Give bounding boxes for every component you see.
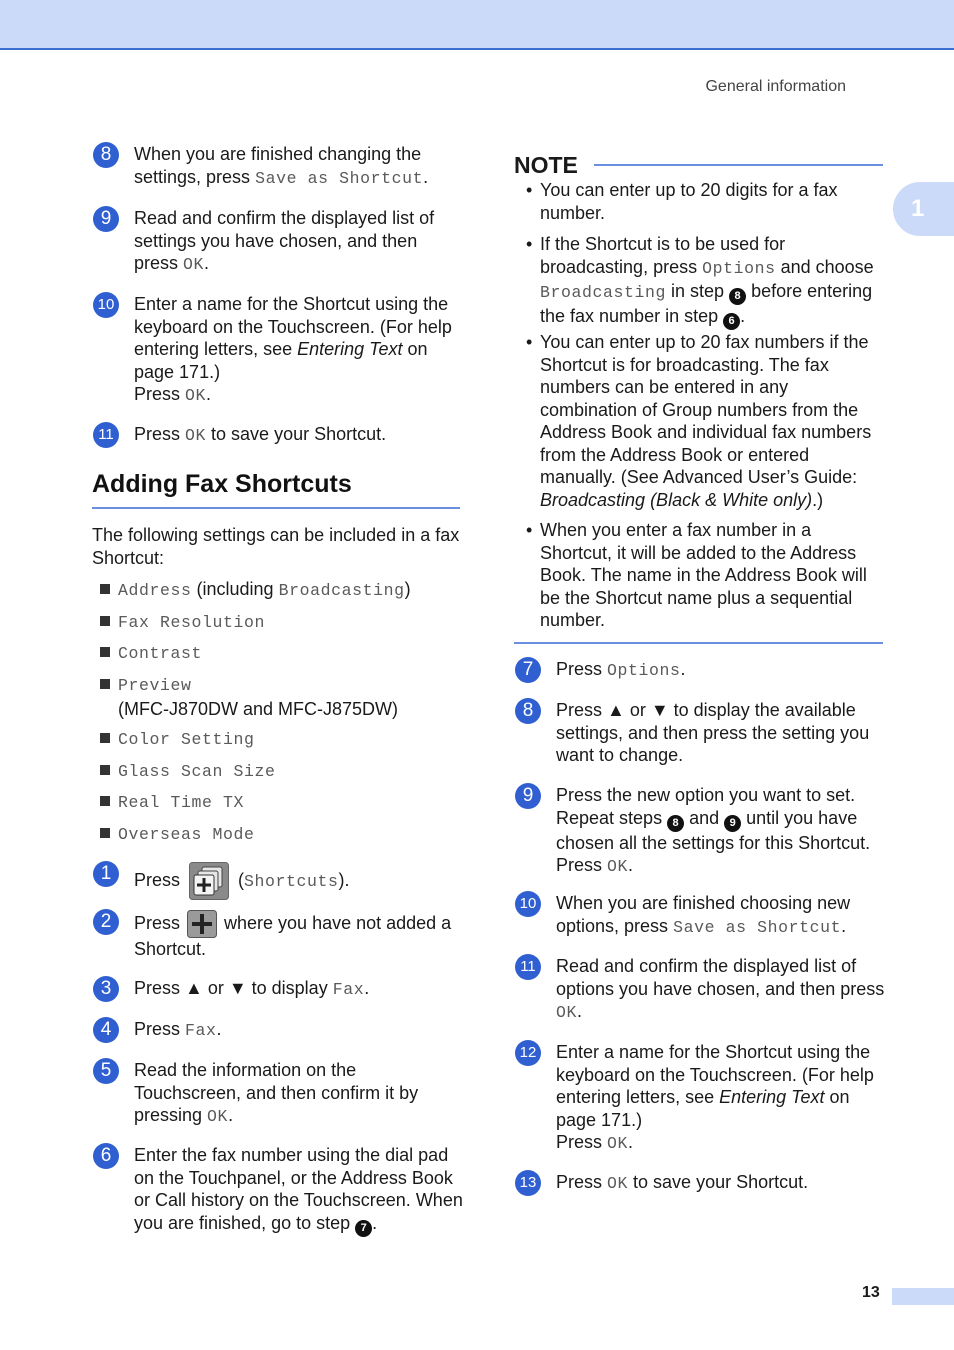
text-run: Read the information on the Touchscreen, and then confirm it by pressing xyxy=(134,1060,419,1125)
step-reference: 6 xyxy=(723,313,740,330)
text-run: Press the new option you want to set. Repeat steps xyxy=(556,785,856,828)
header-bar xyxy=(0,0,954,50)
bullet-square-icon xyxy=(100,584,110,594)
ui-label: OK xyxy=(185,426,207,445)
step-text xyxy=(134,143,464,190)
bullet-text xyxy=(118,673,398,720)
ui-label: Fax xyxy=(185,1021,217,1040)
ui-label: OK xyxy=(185,386,207,405)
bullet-square-icon xyxy=(100,616,110,626)
note-text xyxy=(540,519,885,632)
text-run: Enter a name for the Shortcut using the keyboard on the Touchscreen. (For help entering letters, see xyxy=(134,294,452,359)
text-run: . xyxy=(740,306,746,326)
step-text xyxy=(134,423,464,448)
ui-label: Save as Shortcut xyxy=(673,917,842,937)
bullet-dot-icon: • xyxy=(526,520,533,540)
text-run: (including xyxy=(191,579,279,599)
text-run: . xyxy=(372,1212,378,1233)
intro-text: The following settings can be included in a fax Shortcut: xyxy=(92,525,460,568)
page-number: 13 xyxy=(862,1284,880,1301)
text-run: . xyxy=(364,978,370,998)
text-run: and xyxy=(684,807,725,828)
text-run: (MFC-J870DW and MFC-J875DW) xyxy=(118,698,399,719)
step-text xyxy=(556,699,886,767)
bullet-text xyxy=(118,822,255,847)
text-run: .) xyxy=(812,489,824,510)
step-reference: 8 xyxy=(667,815,684,832)
text-run: where you have not added a Shortcut. xyxy=(134,912,452,959)
bullet-text xyxy=(118,610,265,635)
ui-label: Save as Shortcut xyxy=(255,168,424,188)
text-run: and choose xyxy=(775,256,874,277)
ui-label: Real Time TX xyxy=(118,793,245,812)
text-run: Read and confirm the displayed list of settings you have chosen, and then press xyxy=(134,208,435,273)
step-number: 9 xyxy=(515,783,541,809)
text-run: Press xyxy=(556,659,608,679)
bullet-dot-icon: • xyxy=(526,180,533,200)
note-bottom-rule xyxy=(514,642,883,644)
step-number: 10 xyxy=(93,292,119,318)
step-number: 11 xyxy=(93,422,119,448)
ui-label: Address xyxy=(118,581,192,600)
bullet-text xyxy=(118,578,411,603)
bullet-text xyxy=(118,641,202,666)
step-number: 13 xyxy=(515,1170,541,1196)
text-run: . xyxy=(628,1132,634,1152)
bullet-dot-icon: • xyxy=(526,332,533,352)
text-run: to save your Shortcut. xyxy=(206,424,387,444)
ui-label: Shortcuts xyxy=(244,871,339,891)
ui-label: Glass Scan Size xyxy=(118,762,276,781)
text-run: When you are finished changing the settings, press xyxy=(134,144,422,187)
bullet-text xyxy=(118,759,276,784)
heading-rule xyxy=(92,507,460,509)
text-run: Press ▲ or ▼ to display the available settings, and then press the setting you want to change. xyxy=(556,700,870,765)
text-run: Press xyxy=(134,869,186,890)
ui-label: Overseas Mode xyxy=(118,825,255,844)
text-run: . xyxy=(206,384,212,404)
step-number: 11 xyxy=(515,954,541,980)
ui-label: Options xyxy=(607,661,681,680)
text-run: . xyxy=(577,1001,583,1021)
step-number: 5 xyxy=(93,1058,119,1084)
text-run: Press xyxy=(556,1132,608,1152)
text-run: You can enter up to 20 digits for a fax number. xyxy=(540,180,838,223)
text-run: ( xyxy=(233,869,245,890)
text-run: You can enter up to 20 fax numbers if the Shortcut is for broadcasting. The fax numbers can be entered in any combination of Group numbers from the Address Book and individual fax numbers from the Address Book or entered manually. (See Advanced User’s Guide: xyxy=(540,332,872,487)
step-text xyxy=(134,293,464,408)
step-text xyxy=(556,955,886,1025)
step-reference: 9 xyxy=(724,815,741,832)
step-number: 1 xyxy=(93,861,119,887)
step-reference: 7 xyxy=(355,1220,372,1237)
text-run: Press xyxy=(134,912,186,933)
cross-reference: Entering Text xyxy=(297,339,403,359)
step-text xyxy=(134,977,464,1002)
text-run: on page 171.) xyxy=(556,1087,850,1130)
section-heading: Adding Fax Shortcuts xyxy=(92,470,352,498)
text-run: Enter a name for the Shortcut using the keyboard on the Touchscreen. (For help entering letters, see xyxy=(556,1042,874,1107)
footer-bar xyxy=(892,1288,954,1305)
ui-label: OK xyxy=(556,1003,578,1022)
step-text xyxy=(556,1041,886,1156)
ui-label: Fax xyxy=(332,980,365,999)
ui-label: Preview xyxy=(118,676,192,695)
plus-icon xyxy=(187,910,217,938)
step-text xyxy=(134,862,464,900)
step-number: 12 xyxy=(515,1040,541,1066)
text-run: When you are finished choosing new options, press xyxy=(556,893,851,936)
running-head: General information xyxy=(705,78,846,95)
step-text xyxy=(556,1171,886,1196)
ui-label: OK xyxy=(607,857,629,876)
text-run: . xyxy=(216,1019,222,1039)
bullet-text xyxy=(118,790,244,815)
ui-label: Fax Resolution xyxy=(118,613,266,632)
step-text xyxy=(556,784,886,879)
text-run: . xyxy=(680,659,686,679)
text-run: Press xyxy=(556,855,608,875)
step-text xyxy=(556,892,886,939)
text-run: When you enter a fax number in a Shortcut, it will be added to the Address Book. The name in the Address Book will be the Shortcut name plus a sequential number. xyxy=(540,520,867,630)
text-run: . xyxy=(841,915,847,936)
text-run: Read and confirm the displayed list of options you have chosen, and then press xyxy=(556,956,885,999)
step-number: 4 xyxy=(93,1017,119,1043)
chapter-tab: 1 xyxy=(893,182,954,236)
ui-label: OK xyxy=(207,1107,229,1126)
bullet-square-icon xyxy=(100,796,110,806)
step-text xyxy=(134,1018,464,1043)
text-run: on page 171.) xyxy=(134,339,428,382)
text-run: ) xyxy=(404,579,411,599)
text-run: . xyxy=(204,253,210,273)
step-number: 8 xyxy=(93,142,119,168)
bullet-dot-icon: • xyxy=(526,234,533,254)
text-run: Enter the fax number using the dial pad on the Touchpanel, or the Address Book or Call history on the Touchscreen. When you are finished, go to step xyxy=(134,1145,463,1233)
ui-label: OK xyxy=(607,1174,629,1193)
bullet-square-icon xyxy=(100,647,110,657)
step-number: 8 xyxy=(515,698,541,724)
step-number: 10 xyxy=(515,891,541,917)
bullet-square-icon xyxy=(100,765,110,775)
text-run: in step xyxy=(666,281,730,301)
text-run: . xyxy=(228,1105,234,1125)
ui-label: Broadcasting xyxy=(278,581,405,600)
text-run: Press xyxy=(556,1172,608,1192)
step-reference: 8 xyxy=(729,288,746,305)
step-number: 9 xyxy=(93,206,119,232)
note-text xyxy=(540,179,885,224)
note-text xyxy=(540,331,885,511)
text-run: . xyxy=(423,166,429,187)
text-run: ). xyxy=(338,869,350,890)
text-run: until you have chosen all the settings for this Shortcut. xyxy=(556,807,871,853)
bullet-square-icon xyxy=(100,733,110,743)
step-text xyxy=(556,658,886,683)
text-run: . xyxy=(628,855,634,875)
ui-label: OK xyxy=(607,1134,629,1153)
text-run: Press ▲ or ▼ to display xyxy=(134,978,333,998)
note-title: NOTE xyxy=(514,152,578,178)
text-run: before entering the fax number in step xyxy=(540,281,873,326)
ui-label: Contrast xyxy=(118,644,203,663)
ui-label: Broadcasting xyxy=(540,283,667,302)
bullet-text xyxy=(118,727,255,752)
ui-label: Color Setting xyxy=(118,730,255,749)
step-text xyxy=(134,910,464,961)
step-text xyxy=(134,1144,464,1237)
text-run: Press xyxy=(134,424,186,444)
note-text xyxy=(540,233,885,330)
text-run: Press xyxy=(134,1019,186,1039)
bullet-square-icon xyxy=(100,679,110,689)
ui-label: OK xyxy=(183,255,205,274)
note-rule xyxy=(594,164,883,166)
text-run: to save your Shortcut. xyxy=(628,1172,809,1192)
shortcuts-icon xyxy=(189,862,229,900)
step-number: 6 xyxy=(93,1143,119,1169)
step-number: 2 xyxy=(93,909,119,935)
text-run: Press xyxy=(134,384,186,404)
ui-label: Options xyxy=(702,258,776,278)
step-number: 7 xyxy=(515,657,541,683)
cross-reference: Broadcasting (Black & White only) xyxy=(540,489,813,510)
cross-reference: Entering Text xyxy=(719,1087,825,1107)
bullet-square-icon xyxy=(100,828,110,838)
step-text xyxy=(134,1059,464,1129)
step-number: 3 xyxy=(93,976,119,1002)
step-text xyxy=(134,207,464,277)
text-run: If the Shortcut is to be used for broadcasting, press xyxy=(540,234,786,277)
